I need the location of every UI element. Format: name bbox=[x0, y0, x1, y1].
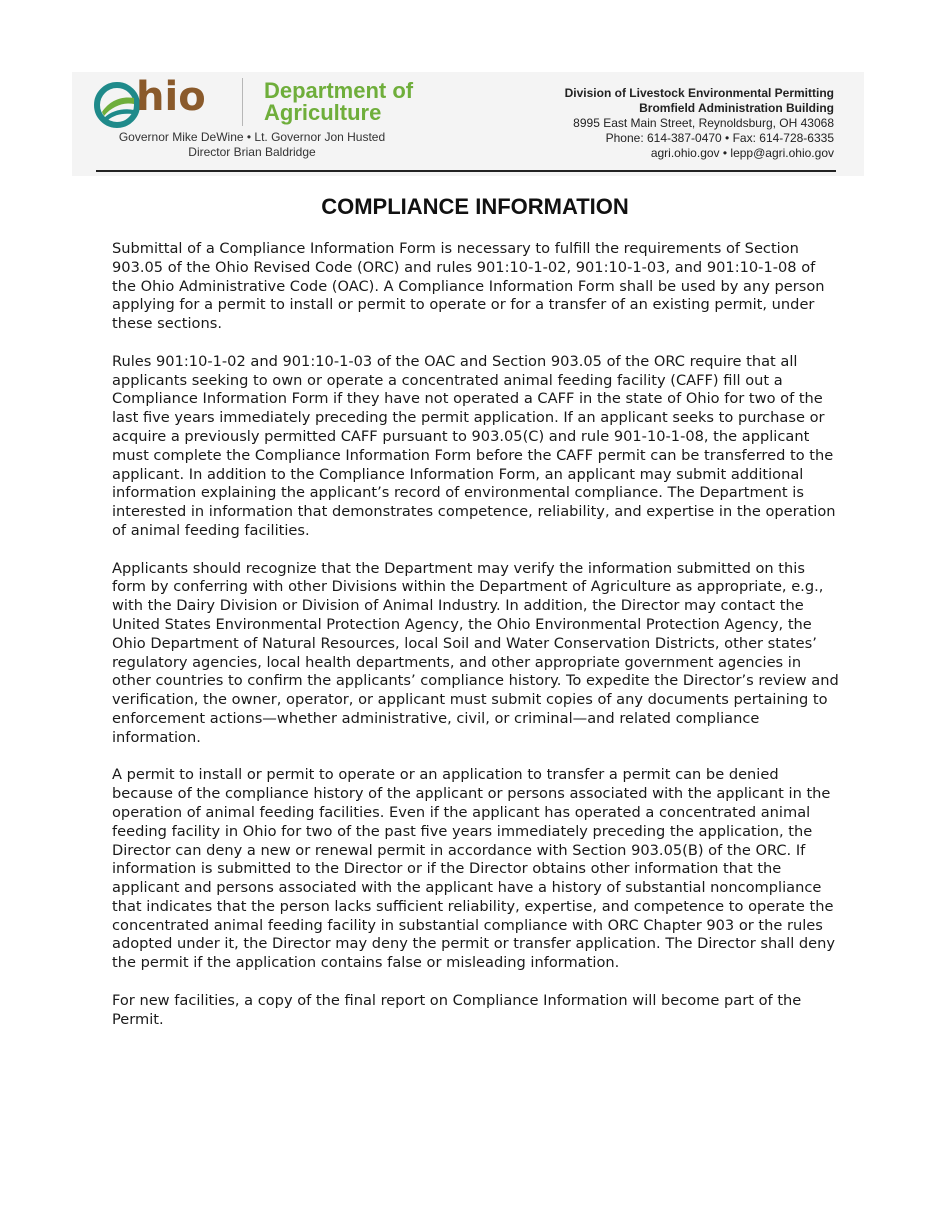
phone-fax: Phone: 614-387-0470 • Fax: 614-728-6335 bbox=[605, 131, 834, 145]
document-body bbox=[112, 240, 840, 1048]
governors-line: Governor Mike DeWine • Lt. Governor Jon Husted bbox=[118, 130, 386, 144]
director-line: Director Brian Baldridge bbox=[188, 145, 316, 159]
ohio-wordmark: hio bbox=[136, 74, 206, 120]
division-contact bbox=[565, 86, 834, 161]
web-email: agri.ohio.gov • lepp@agri.ohio.gov bbox=[650, 146, 834, 160]
ohio-agriculture-logo bbox=[94, 76, 414, 130]
department-name: Department of Agriculture bbox=[264, 78, 414, 125]
division-name: Division of Livestock Environmental Permitting bbox=[564, 86, 834, 100]
page-title: COMPLIANCE INFORMATION bbox=[321, 194, 629, 219]
letterhead bbox=[72, 72, 864, 176]
address: 8995 East Main Street, Reynoldsburg, OH 43068 bbox=[573, 116, 834, 130]
ohio-o-logo-icon bbox=[94, 82, 140, 128]
logo-divider bbox=[242, 78, 243, 126]
paragraph-4: A permit to install or permit to operate or an application to transfer a permit can be denied because of the compliance history of the applicant or persons associated with the applicant in the operation of animal feeding facilities. Even if the applicant has operated a concentrated animal feeding facility in Ohio for two of the past five years immediately preceding the application, the Director can deny a new or renewal permit in accordance with Section 903.05(B) of the ORC. If information is submitted to the Director or if the Director obtains other information that the applicant and persons associated with the applicant have a history of substantial noncompliance that indicates that the person lacks sufficient reliability, expertise, and competence to operate the concentrated animal feeding facility in substantial compliance with ORC Chapter 903 or the rules adopted under it, the Director may deny the permit or transfer application. The Director shall deny the permit if the application contains false or misleading information. bbox=[112, 766, 836, 972]
paragraph-2: Rules 901:10-1-02 and 901:10-1-03 of the OAC and Section 903.05 of the ORC require that all applicants seeking to own or operate a concentrated animal feeding facility (CAFF) fill out a Compliance Information Form if they have not operated a CAFF in the state of Ohio for two of the last five years immediately preceding the permit application. If an applicant seeks to purchase or acquire a previously permitted CAFF pursuant to 903.05(C) and rule 901-10-1-08, the applicant must complete the Compliance Information Form before the CAFF permit can be transferred to the applicant. In addition to the Compliance Information Form, an applicant may submit additional information explaining the applicant’s record of environmental compliance. The Department is interested in information that demonstrates competence, reliability, and expertise in the operation of animal feeding facilities. bbox=[112, 352, 836, 539]
paragraph-1: Submittal of a Compliance Information Form is necessary to fulfill the requirements of Section 903.05 of the Ohio Revised Code (ORC) and rules 901:10-1-02, 901:10-1-03, and 901:10-1-08 of the Ohio Administrative Code (OAC). A Compliance Information Form shall be used by any person applying for a permit to install or permit to operate or for a transfer of an existing permit, under these sections. bbox=[112, 240, 825, 333]
building-name: Bromfield Administration Building bbox=[639, 101, 834, 115]
header-rule bbox=[96, 170, 836, 172]
paragraph-3: Applicants should recognize that the Department may verify the information submitted on this form by conferring with other Divisions within the Department of Agriculture as appropriate, e.g., with the Dairy Division or Division of Animal Industry. In addition, the Director may contact the United States Environmental Protection Agency, the Ohio Environmental Protection Agency, the Ohio Department of Natural Resources, local Soil and Water Conservation Districts, other states’ regulatory agencies, local health departments, and other appropriate government agencies in other countries to confirm the applicants’ compliance history. To expedite the Director’s review and verification, the owner, operator, or applicant must submit copies of any documents pertaining to enforcement actions—whether administrative, civil, or criminal—and related compliance information. bbox=[112, 559, 839, 746]
officials bbox=[102, 130, 402, 160]
paragraph-5: For new facilities, a copy of the final report on Compliance Information will become part of the Permit. bbox=[112, 991, 802, 1028]
